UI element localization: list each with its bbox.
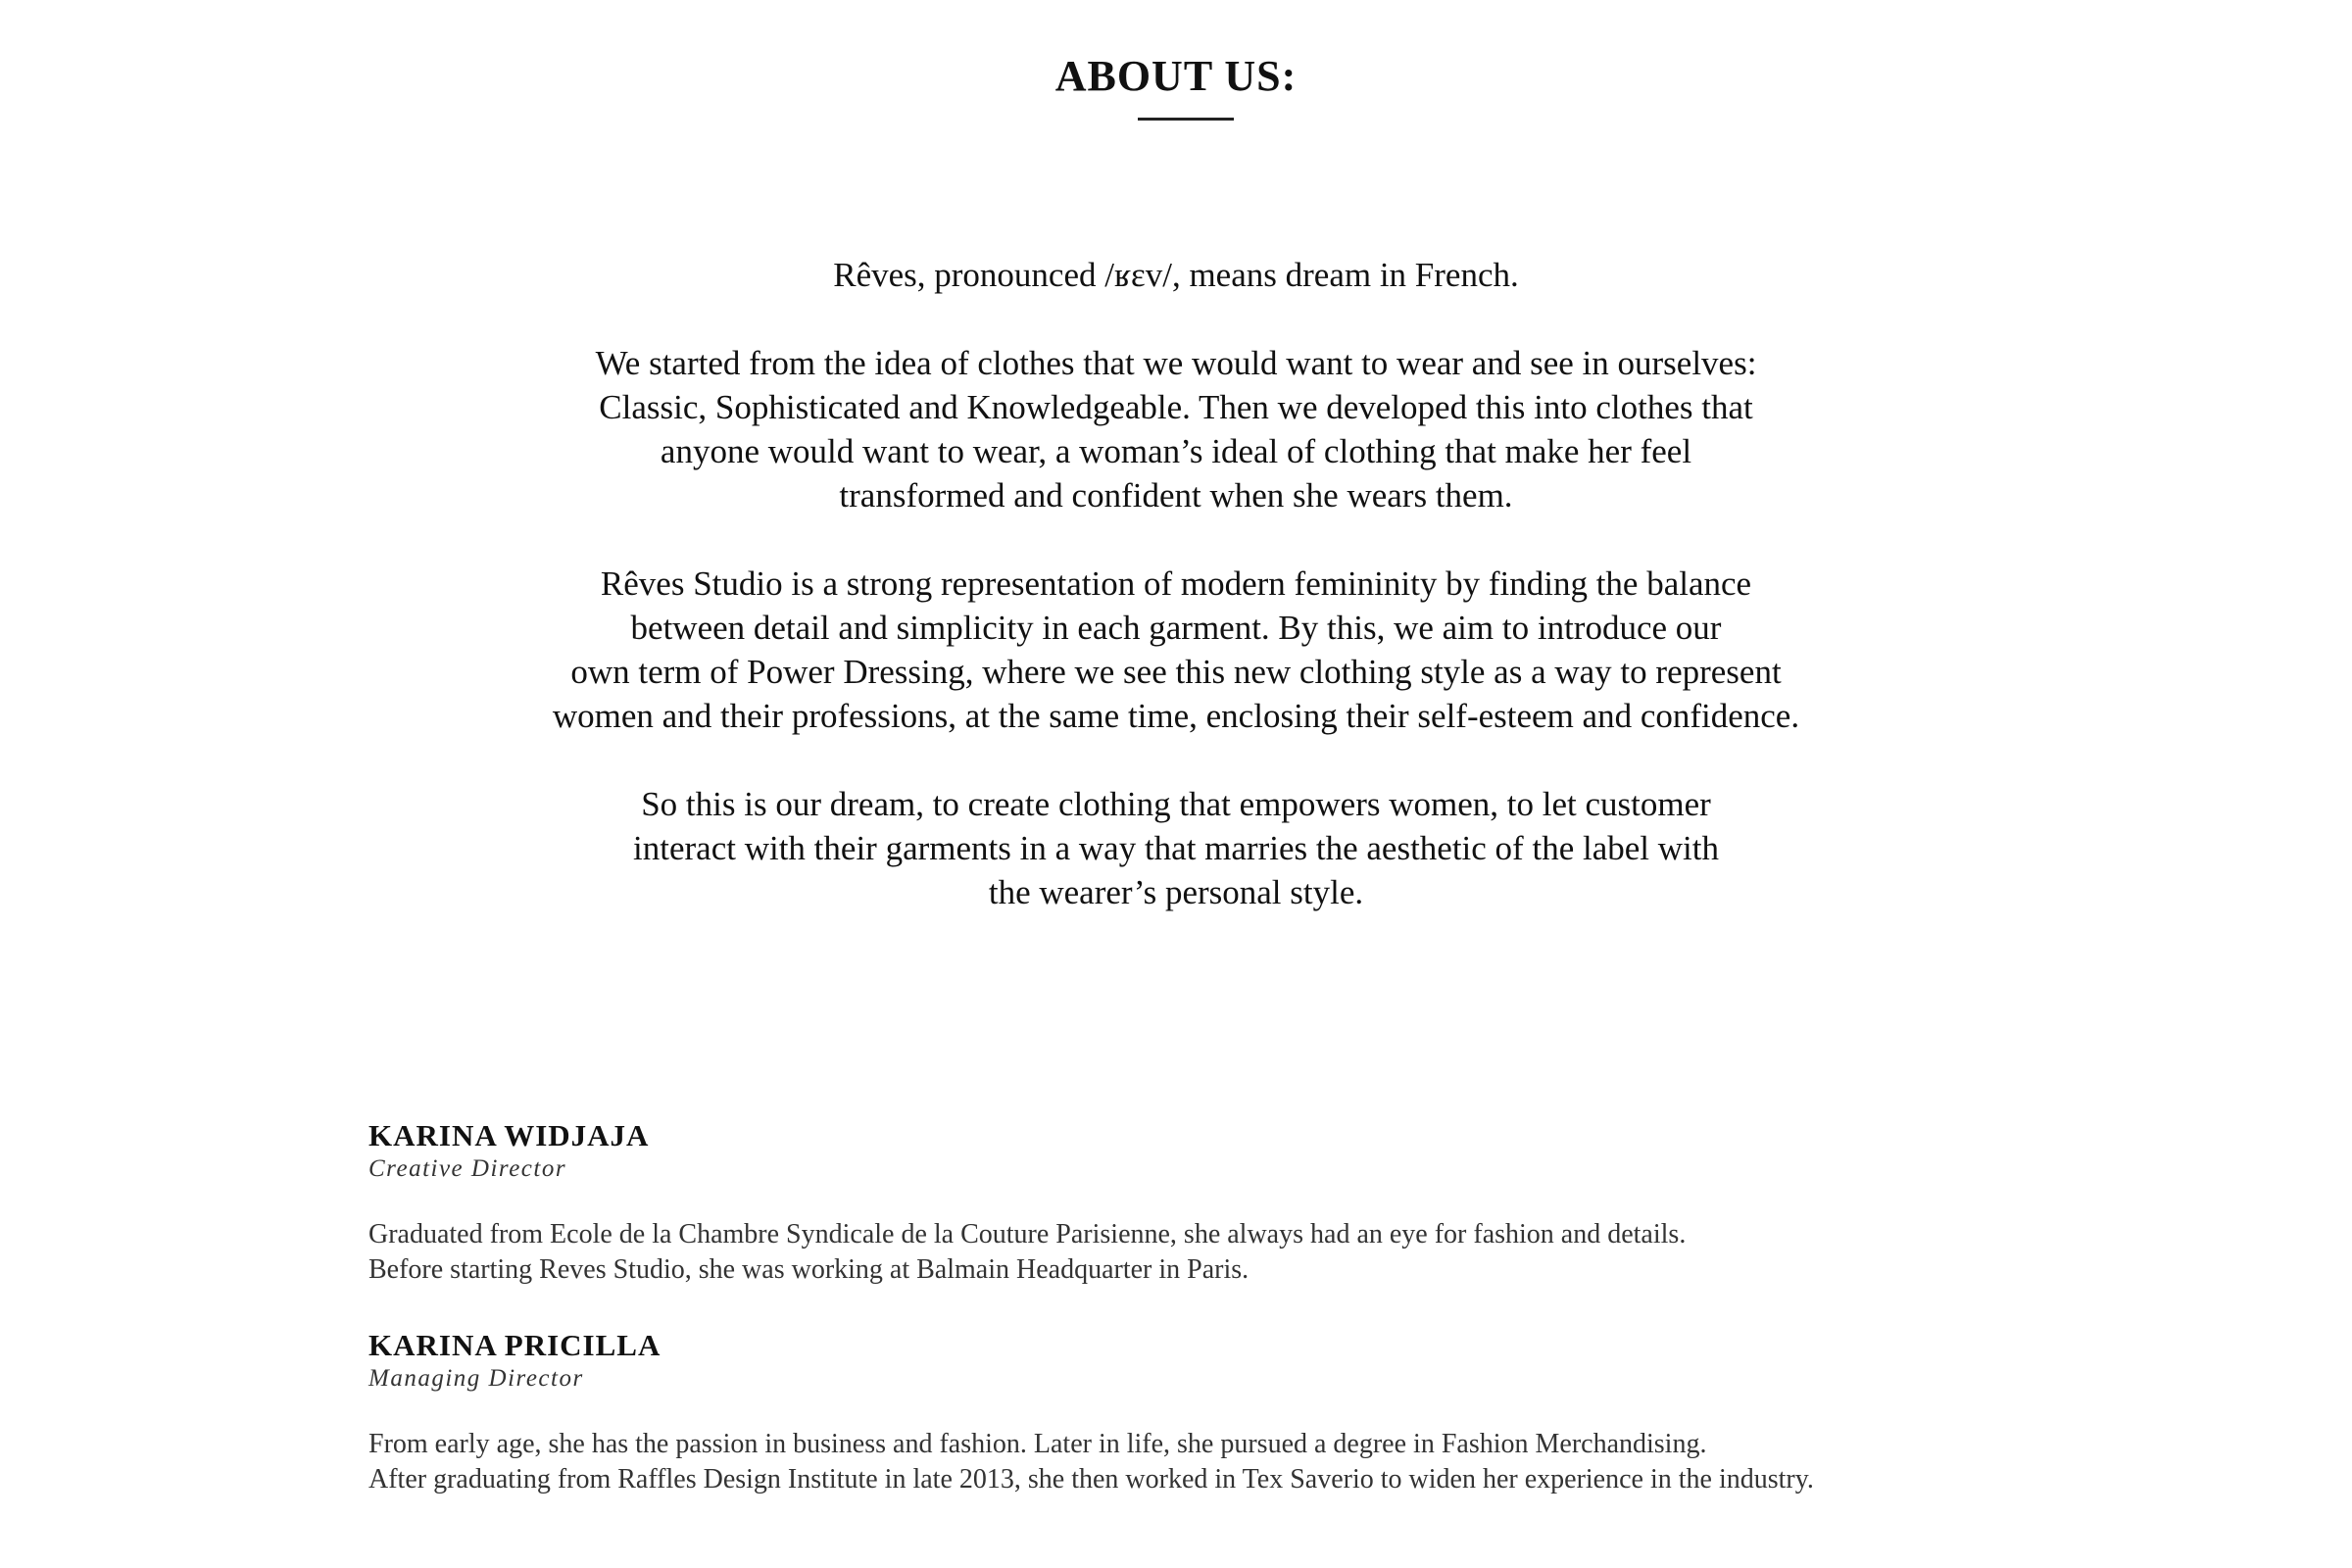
intro-line: transformed and confident when she wears them.	[839, 476, 1513, 514]
intro-paragraph-femininity	[441, 562, 1911, 738]
intro-line: own term of Power Dressing, where we see this new clothing style as a way to represent	[570, 653, 1782, 691]
team-member-role: Managing Director	[368, 1365, 584, 1392]
bio-line: Before starting Reves Studio, she was working at Balmain Headquarter in Paris.	[368, 1254, 1250, 1285]
team-member-name: KARINA WIDJAJA	[368, 1118, 650, 1152]
intro-line: anyone would want to wear, a woman’s ideal of clothing that make her feel	[660, 432, 1692, 470]
page-title: ABOUT US:	[1054, 52, 1298, 100]
team-member-card	[368, 1327, 2034, 1497]
team-member-role: Creative Director	[368, 1155, 567, 1182]
intro-line: So this is our dream, to create clothing that empowers women, to let customer	[641, 785, 1711, 823]
intro-line: between detail and simplicity in each garment. By this, we aim to introduce our	[630, 609, 1722, 647]
intro-line: Rêves Studio is a strong representation of modern femininity by finding the balance	[600, 564, 1752, 603]
bio-line: After graduating from Raffles Design Institute in late 2013, she then worked in Tex Saverio to widen her experience in the industry.	[368, 1464, 1814, 1494]
bio-line: From early age, she has the passion in business and fashion. Later in life, she pursued a degree in Fashion Merchandising.	[368, 1429, 1707, 1459]
intro-paragraph-origin	[441, 341, 1911, 517]
intro-paragraph-dream	[441, 782, 1911, 914]
intro-line: women and their professions, at the same time, enclosing their self-esteem and confidence.	[552, 697, 1800, 735]
team-member-name: KARINA PRICILLA	[368, 1328, 662, 1362]
title-underline-divider	[1138, 118, 1234, 121]
team-section	[368, 1117, 2034, 1497]
intro-line: the wearer’s personal style.	[988, 873, 1364, 911]
intro-line: Classic, Sophisticated and Knowledgeable. Then we developed this into clothes that	[599, 388, 1753, 426]
team-member-bio	[368, 1217, 2034, 1288]
team-member-bio	[368, 1427, 2034, 1497]
team-member-card	[368, 1117, 2034, 1288]
intro-line: We started from the idea of clothes that we would want to wear and see in ourselves:	[595, 344, 1757, 382]
about-intro	[441, 253, 1911, 958]
intro-line: interact with their garments in a way that marries the aesthetic of the label with	[633, 829, 1719, 867]
intro-paragraph-pronunciation	[441, 253, 1911, 297]
intro-line: Rêves, pronounced /ʁɛv/, means dream in French.	[833, 256, 1519, 294]
bio-line: Graduated from Ecole de la Chambre Syndicale de la Couture Parisienne, she always had an eye for fashion and details.	[368, 1219, 1687, 1250]
